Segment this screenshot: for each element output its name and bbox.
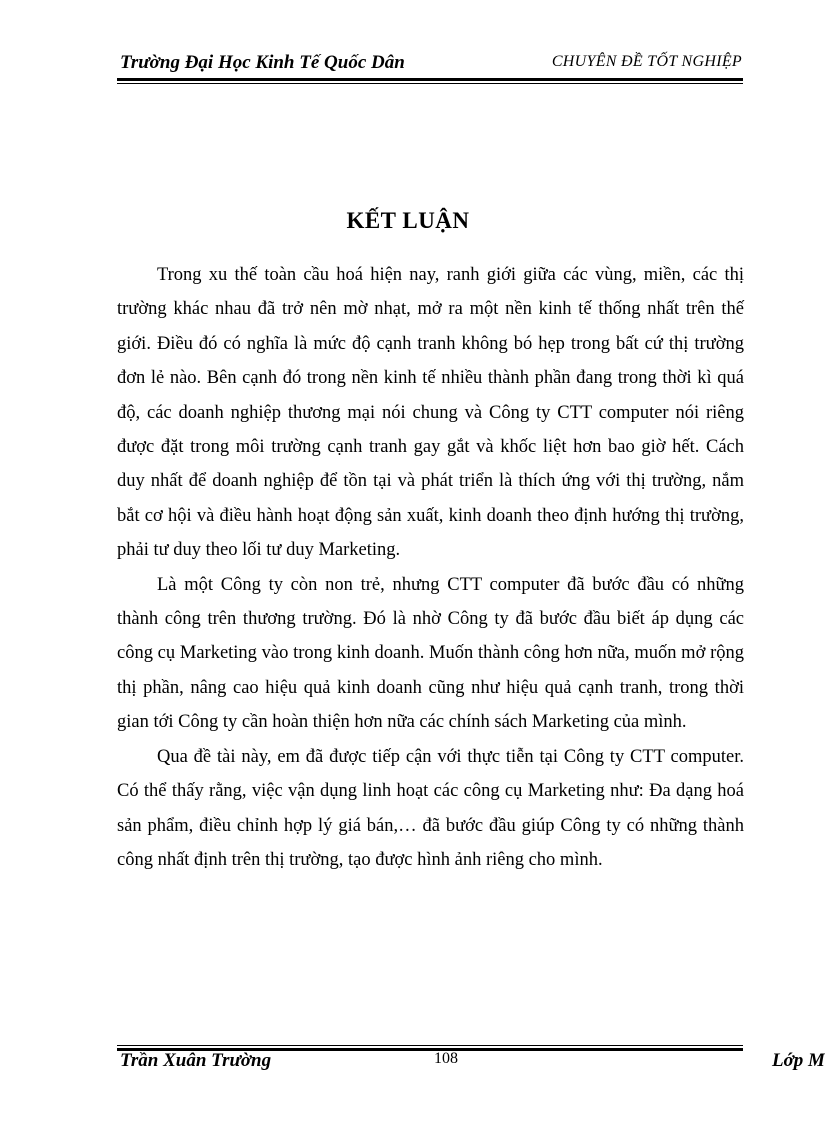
section-title: KẾT LUẬN [346,208,470,233]
footer-class-label: Lớp M [772,1050,825,1071]
paragraph-3: Qua đề tài này, em đã được tiếp cận với thực tiễn tại Công ty CTT computer. Có thể thấy rằng, việc vận dụng linh hoạt các công cụ Marketing như: Đa dạng hoá sản phẩm, điều chỉnh hợp lý giá bán,… đã bước đầu giúp Công ty có những thành công nhất định trên thị trường, tạo được hình ảnh riêng cho mình. [117,746,744,870]
header-school-name: Trường Đại Học Kinh Tế Quốc Dân [120,52,405,73]
footer-author: Trần Xuân Trường [120,1050,272,1071]
header-rule-thick [117,78,743,81]
footer-rule-thin [117,1045,743,1046]
footer-page-number: 108 [434,1050,458,1067]
header-rule-thin [117,83,743,84]
body-text [117,258,744,877]
paragraph-1: Trong xu thế toàn cầu hoá hiện nay, ranh giới giữa các vùng, miền, các thị trường khác nhau đã trở nên mờ nhạt, mở ra một nền kinh tế thống nhất trên thế giới. Điều đó có nghĩa là mức độ cạnh tranh không bó hẹp trong bất cứ thị trường đơn lẻ nào. Bên cạnh đó trong nền kinh tế nhiều thành phần đang trong thời kì quá độ, các doanh nghiệp thương mại nói chung và Công ty CTT computer nói riêng được đặt trong môi trường cạnh tranh gay gắt và khốc liệt hơn bao giờ hết. Cách duy nhất để doanh nghiệp để tồn tại và phát triển là thích ứng với thị trường, nắm bắt cơ hội và điều hành hoạt động sản xuất, kinh doanh theo định hướng thị trường, phải tư duy theo lối tư duy Marketing. [117,265,744,561]
header-document-type: CHUYÊN ĐỀ TỐT NGHIỆP [551,53,742,70]
paragraph-2: Là một Công ty còn non trẻ, nhưng CTT computer đã bước đầu có những thành công trên thương trường. Đó là nhờ Công ty đã bước đầu biết áp dụng các công cụ Marketing vào trong kinh doanh. Muốn thành công hơn nữa, muốn mở rộng thị phần, nâng cao hiệu quả kinh doanh cũng như hiệu quả cạnh tranh, trong thời gian tới Công ty cần hoàn thiện hơn nữa các chính sách Marketing của mình. [117,574,744,733]
